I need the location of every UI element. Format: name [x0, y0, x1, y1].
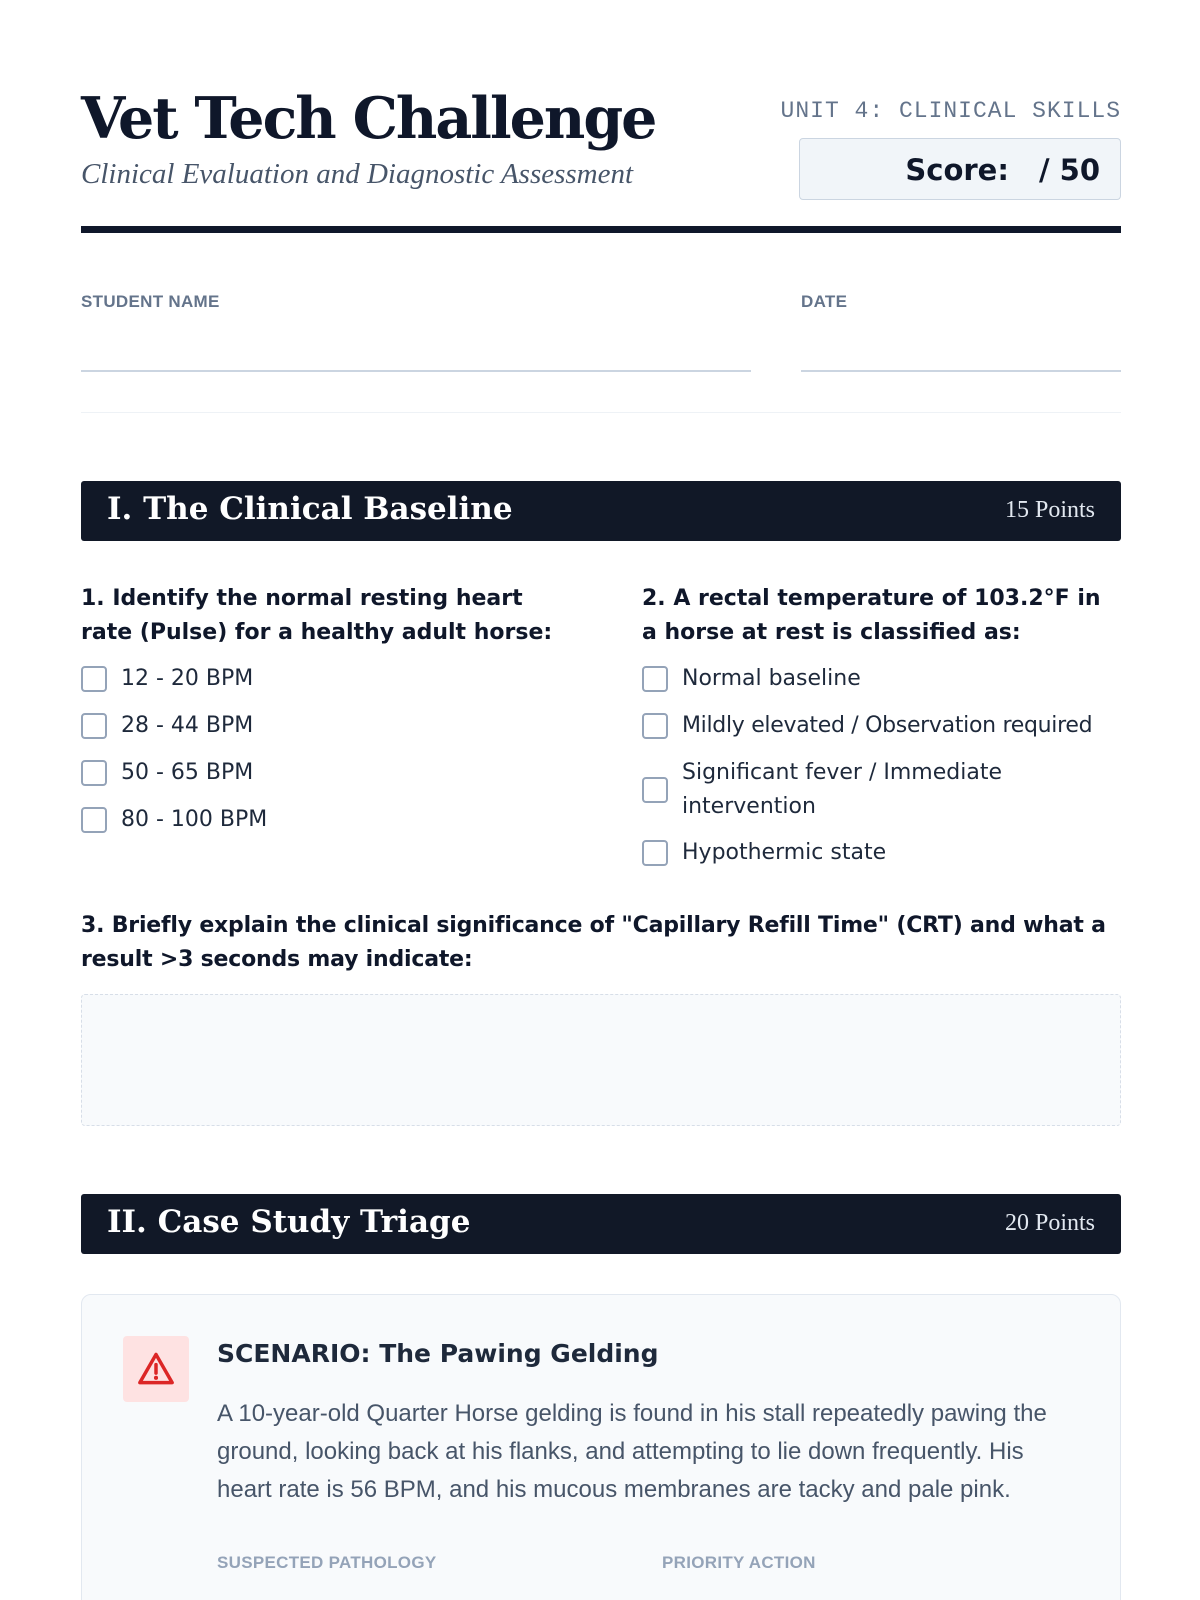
q2-option-1-checkbox[interactable]	[642, 666, 668, 692]
q1-option-3-label: 50 - 65 BPM	[121, 760, 254, 785]
section-1-points: 15 Points	[1004, 497, 1095, 523]
date-label: DATE	[801, 292, 848, 311]
q1-option-2-label: 28 - 44 BPM	[121, 713, 254, 738]
q2-option-4-label: Hypothermic state	[682, 840, 887, 865]
priority-action-label: PRIORITY ACTION	[662, 1553, 816, 1572]
q2-option-4-checkbox[interactable]	[642, 840, 668, 866]
q1-option-3[interactable]	[81, 756, 253, 790]
q1-option-1[interactable]	[81, 662, 253, 696]
q2-option-2-label: Mildly elevated / Observation required	[682, 713, 1093, 738]
section-1-title: I. The Clinical Baseline	[107, 491, 513, 527]
section-2-title: II. Case Study Triage	[107, 1204, 471, 1240]
exam-worksheet	[81, 0, 1121, 1600]
q2-option-1-label: Normal baseline	[682, 666, 861, 691]
alert-badge	[123, 1336, 189, 1402]
suspected-pathology-label: SUSPECTED PATHOLOGY	[217, 1553, 437, 1572]
q1-option-3-checkbox[interactable]	[81, 760, 107, 786]
score-total: / 50	[1038, 153, 1100, 187]
unit-label: UNIT 4: CLINICAL SKILLS	[780, 98, 1121, 124]
q1-option-2-checkbox[interactable]	[81, 713, 107, 739]
student-name-label: STUDENT NAME	[81, 292, 220, 311]
q2-option-4[interactable]	[642, 836, 886, 870]
section-2-points: 20 Points	[1004, 1210, 1095, 1236]
scenario-title: SCENARIO: The Pawing Gelding	[217, 1339, 659, 1368]
q2-option-3-checkbox[interactable]	[642, 777, 668, 803]
warning-triangle-icon	[137, 1350, 175, 1388]
score-label: Score:	[905, 153, 1009, 187]
q1-option-4[interactable]	[81, 803, 267, 837]
student-name-field[interactable]	[81, 370, 751, 372]
worksheet-header	[81, 82, 1121, 234]
q1-option-2[interactable]	[81, 709, 253, 743]
q1-option-4-label: 80 - 100 BPM	[121, 807, 268, 832]
info-divider	[81, 412, 1121, 413]
q1-option-1-checkbox[interactable]	[81, 666, 107, 692]
question-1-text: 1. Identify the normal resting heart rate (Pulse) for a healthy adult horse:	[81, 586, 553, 645]
score-display	[905, 153, 1100, 187]
header-divider	[81, 226, 1121, 233]
question-3-text: 3. Briefly explain the clinical significance of "Capillary Refill Time" (CRT) and what a result >3 seconds may indicate:	[81, 913, 1106, 972]
scenario-card	[81, 1294, 1121, 1600]
q2-option-3[interactable]	[642, 756, 1042, 824]
page-subtitle: Clinical Evaluation and Diagnostic Assessment	[81, 158, 634, 190]
q1-option-1-label: 12 - 20 BPM	[121, 666, 254, 691]
q2-option-2[interactable]	[642, 709, 1121, 743]
page-title: Vet Tech Challenge	[81, 85, 656, 152]
question-2-text: 2. A rectal temperature of 103.2°F in a horse at rest is classified as:	[642, 586, 1101, 645]
question-3-answer-area[interactable]	[81, 994, 1121, 1126]
q1-option-4-checkbox[interactable]	[81, 807, 107, 833]
q2-option-2-checkbox[interactable]	[642, 713, 668, 739]
q2-option-3-label: Significant fever / Immediate intervention	[682, 760, 1002, 819]
date-field[interactable]	[801, 370, 1121, 372]
q2-option-1[interactable]	[642, 662, 861, 696]
section-2-header	[81, 1194, 1121, 1254]
score-box[interactable]	[799, 138, 1121, 200]
scenario-description: A 10-year-old Quarter Horse gelding is found in his stall repeatedly pawing the ground, looking back at his flanks, and attempting to lie down frequently. His heart rate is 56 BPM, and his mucous membranes are tacky and pale pink.	[217, 1400, 1047, 1503]
section-1-header	[81, 481, 1121, 541]
